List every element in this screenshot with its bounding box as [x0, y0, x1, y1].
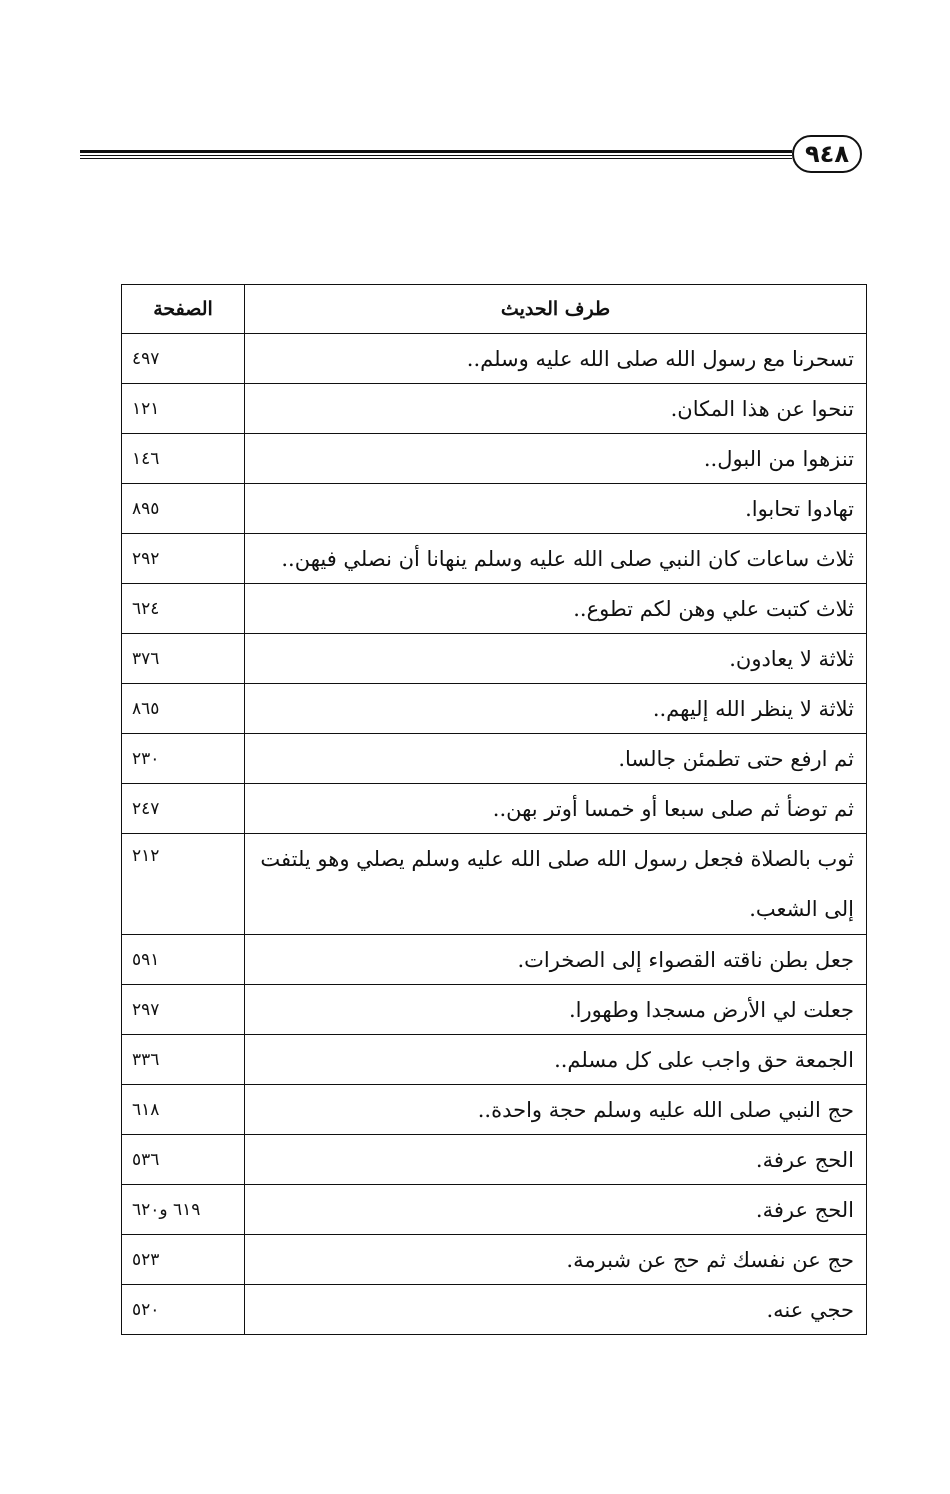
table-row [122, 384, 867, 434]
hadith-text-cell: تهادوا تحابوا. [245, 484, 867, 534]
hadith-text-cell: ثوب بالصلاة فجعل رسول الله صلى الله عليه وسلم يصلي وهو يلتفت إلى الشعب. [245, 834, 867, 935]
hadith-text-cell: ثم توضأ ثم صلى سبعا أو خمسا أوتر بهن.. [245, 784, 867, 834]
table-row [122, 534, 867, 584]
hadith-text-cell: جعلت لي الأرض مسجدا وطهورا. [245, 985, 867, 1035]
header-rule [80, 150, 792, 159]
hadith-column-header: طرف الحديث [245, 285, 867, 334]
hadith-text-cell: تسحرنا مع رسول الله صلى الله عليه وسلم.. [245, 334, 867, 384]
table-row [122, 434, 867, 484]
table-row [122, 784, 867, 834]
page-number-cell: ٢١٢ [122, 834, 245, 935]
table-row [122, 1185, 867, 1235]
table-row [122, 834, 867, 935]
page-column-header: الصفحة [122, 285, 245, 334]
page-number-cell: ٣٣٦ [122, 1035, 245, 1085]
page-number-cell: ٤٩٧ [122, 334, 245, 384]
page-number-cell: ٨٩٥ [122, 484, 245, 534]
hadith-text-cell: ثم ارفع حتى تطمئن جالسا. [245, 734, 867, 784]
table-row [122, 634, 867, 684]
page-number-cell: ٥٣٦ [122, 1135, 245, 1185]
page-number-cell: ٦١٩ و٦٢٠ [122, 1185, 245, 1235]
hadith-text-cell: الجمعة حق واجب على كل مسلم.. [245, 1035, 867, 1085]
hadith-text-cell: ثلاثة لا ينظر الله إليهم.. [245, 684, 867, 734]
hadith-text-cell: حج عن نفسك ثم حج عن شبرمة. [245, 1235, 867, 1285]
page-number-cell: ٨٦٥ [122, 684, 245, 734]
table-row [122, 935, 867, 985]
table-row [122, 1285, 867, 1335]
page-number-cell: ٢٩٢ [122, 534, 245, 584]
hadith-text-cell: الحج عرفة. [245, 1185, 867, 1235]
table-header-row [122, 285, 867, 334]
hadith-text-cell: ثلاث كتبت علي وهن لكم تطوع.. [245, 584, 867, 634]
table-row [122, 334, 867, 384]
page-number-cell: ٥٩١ [122, 935, 245, 985]
table-row [122, 684, 867, 734]
page-number-cell: ٢٩٧ [122, 985, 245, 1035]
table-row [122, 1235, 867, 1285]
page-number-cell: ٥٢٠ [122, 1285, 245, 1335]
page-number-cell: ٣٧٦ [122, 634, 245, 684]
hadith-text-cell: تنزهوا من البول.. [245, 434, 867, 484]
hadith-text-cell: ثلاث ساعات كان النبي صلى الله عليه وسلم ينهانا أن نصلي فيهن.. [245, 534, 867, 584]
table-row [122, 584, 867, 634]
table-row [122, 1035, 867, 1085]
page-number-cell: ٥٢٣ [122, 1235, 245, 1285]
table-row [122, 985, 867, 1035]
table-row [122, 734, 867, 784]
hadith-index-table [121, 284, 867, 1335]
table-row [122, 1085, 867, 1135]
hadith-text-cell: الحج عرفة. [245, 1135, 867, 1185]
hadith-text-cell: حجي عنه. [245, 1285, 867, 1335]
page-number-cell: ٢٤٧ [122, 784, 245, 834]
page-number-cell: ٦١٨ [122, 1085, 245, 1135]
page-header [80, 133, 862, 177]
hadith-text-cell: جعل بطن ناقته القصواء إلى الصخرات. [245, 935, 867, 985]
page-number-cell: ٢٣٠ [122, 734, 245, 784]
page-number-cell: ١٤٦ [122, 434, 245, 484]
page-number-cell: ٦٢٤ [122, 584, 245, 634]
hadith-text-cell: تنحوا عن هذا المكان. [245, 384, 867, 434]
table-row [122, 484, 867, 534]
page-number: ٩٤٨ [792, 135, 862, 173]
hadith-text-cell: حج النبي صلى الله عليه وسلم حجة واحدة.. [245, 1085, 867, 1135]
page-number-cell: ١٢١ [122, 384, 245, 434]
table-row [122, 1135, 867, 1185]
hadith-text-cell: ثلاثة لا يعادون. [245, 634, 867, 684]
table-body [122, 334, 867, 1335]
